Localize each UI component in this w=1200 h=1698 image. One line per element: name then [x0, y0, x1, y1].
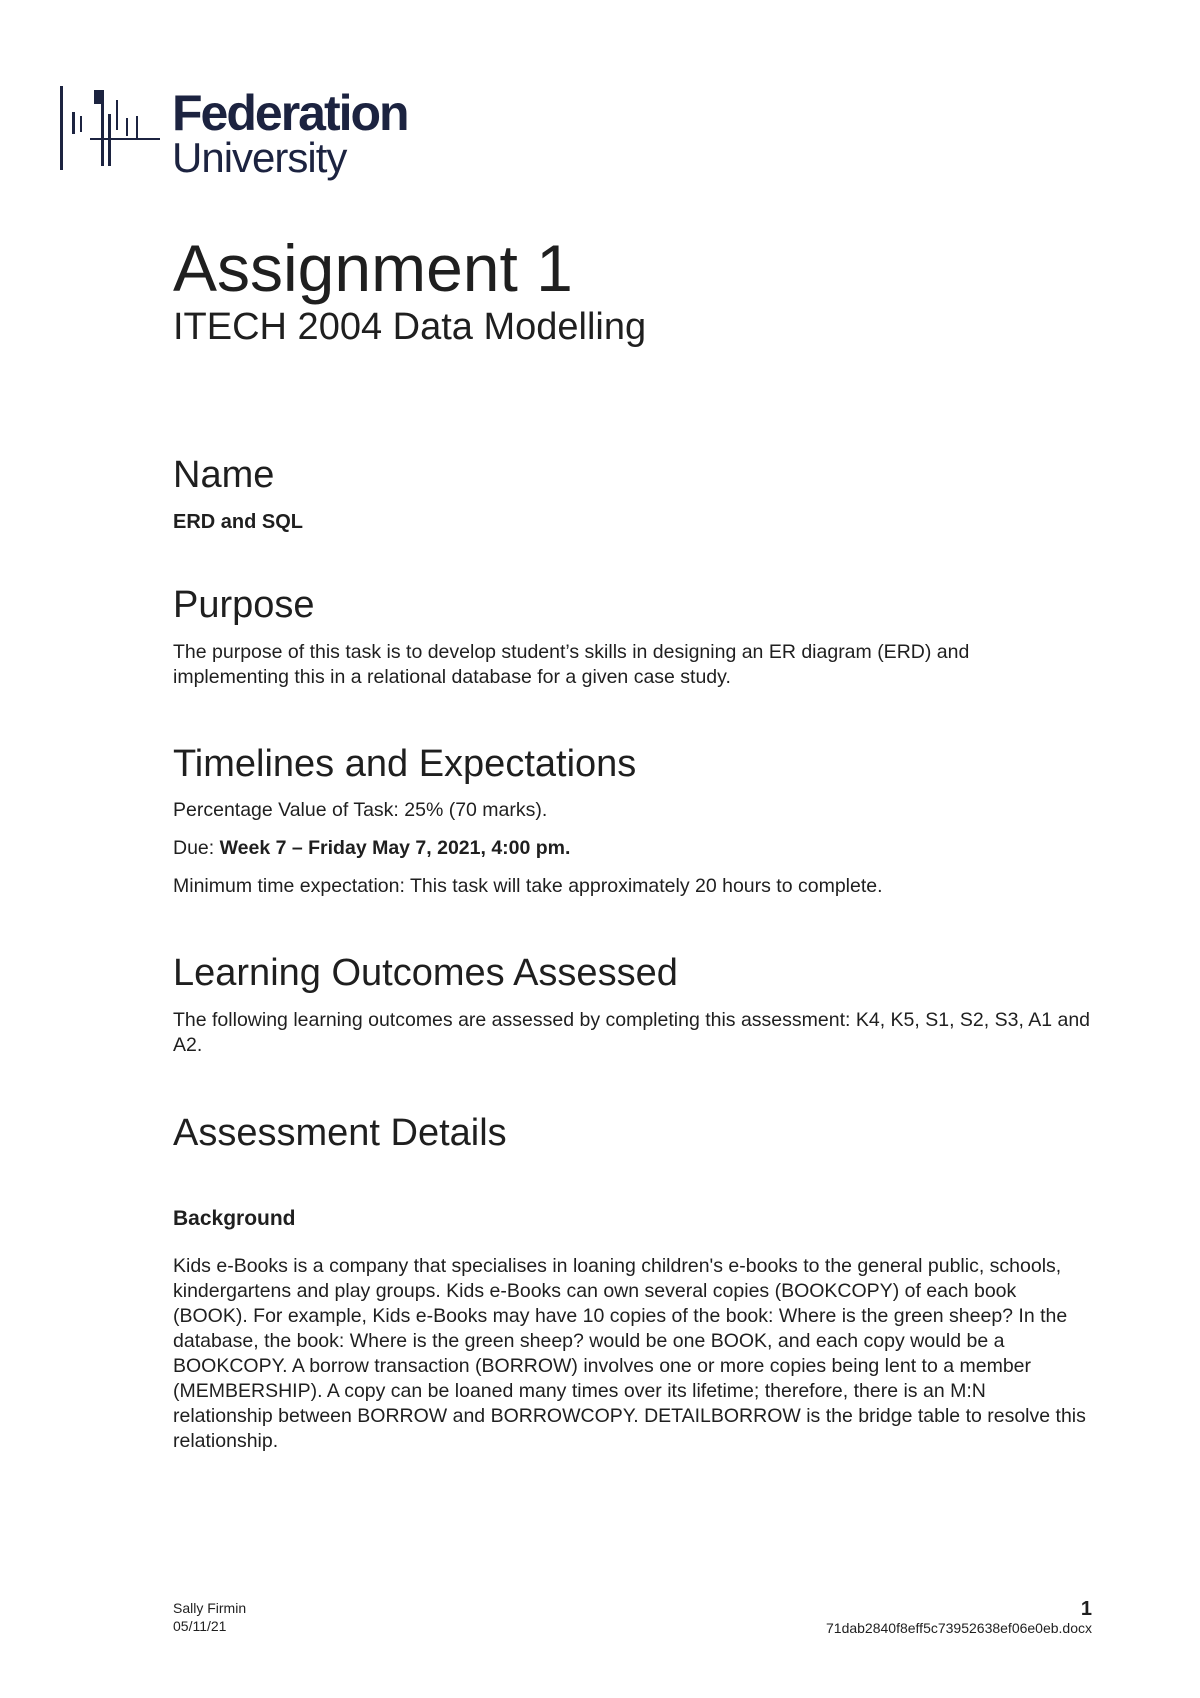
due-date: [173, 836, 1090, 861]
page-number: 1: [1080, 1598, 1092, 1620]
footer-filename: 71dab2840f8eff5c73952638ef06e0eb.docx: [826, 1620, 1092, 1636]
name-value: ERD and SQL: [173, 511, 304, 533]
purpose-text: The purpose of this task is to develop student’s skills in designing an ER diagram (ERD) and implementing this in a relational database for a given case study.: [173, 641, 970, 688]
background-heading: Background: [173, 1207, 296, 1230]
footer-left: [173, 1599, 246, 1635]
logo-wordmark: [172, 85, 408, 181]
minimum-time: Minimum time expectation: This task will take approximately 20 hours to complete.: [173, 875, 883, 897]
document-title: Assignment 1: [173, 231, 573, 305]
due-value: Week 7 – Friday May 7, 2021, 4:00 pm.: [219, 837, 571, 859]
due-label: Due:: [173, 837, 220, 859]
timelines-heading: Timelines and Expectations: [173, 743, 637, 785]
federation-logo-mark-icon: [60, 86, 170, 176]
percentage-value: Percentage Value of Task: 25% (70 marks).: [173, 799, 548, 821]
footer-author: Sally Firmin: [173, 1600, 247, 1616]
footer-right: [826, 1599, 1092, 1637]
background-text: Kids e-Books is a company that specialises in loaning children's e-books to the general public, schools, kindergartens and play groups. Kids e-Books can own several copies (BOOKCOPY) of each book (BOOK). For example, Kids e-Books may have 10 copies of the book: Where is the green sheep? In the database, the book: Where is the green sheep? would be one BOOK, and each copy would be a BOOKCOPY. A borrow transaction (BORROW) involves one or more copies being lent to a member (MEMBERSHIP). A copy can be loaned many times over its lifetime; therefore, there is an M:N relationship between BORROW and BORROWCOPY. DETAILBORROW is the bridge table to resolve this relationship.: [173, 1255, 1086, 1452]
learning-outcomes-text: The following learning outcomes are assessed by completing this assessment: K4, K5, S1, S2, S3, A1 and A2.: [173, 1009, 1091, 1056]
federation-university-logo: [60, 86, 420, 186]
document-subtitle: ITECH 2004 Data Modelling: [173, 306, 647, 348]
learning-outcomes-heading: Learning Outcomes Assessed: [173, 952, 678, 994]
logo-line-1: Federation: [172, 85, 408, 141]
assessment-details-heading: Assessment Details: [173, 1112, 507, 1154]
name-heading: Name: [173, 454, 275, 496]
logo-line-2: University: [172, 134, 347, 181]
purpose-heading: Purpose: [173, 584, 315, 626]
footer-date: 05/11/21: [173, 1618, 227, 1634]
